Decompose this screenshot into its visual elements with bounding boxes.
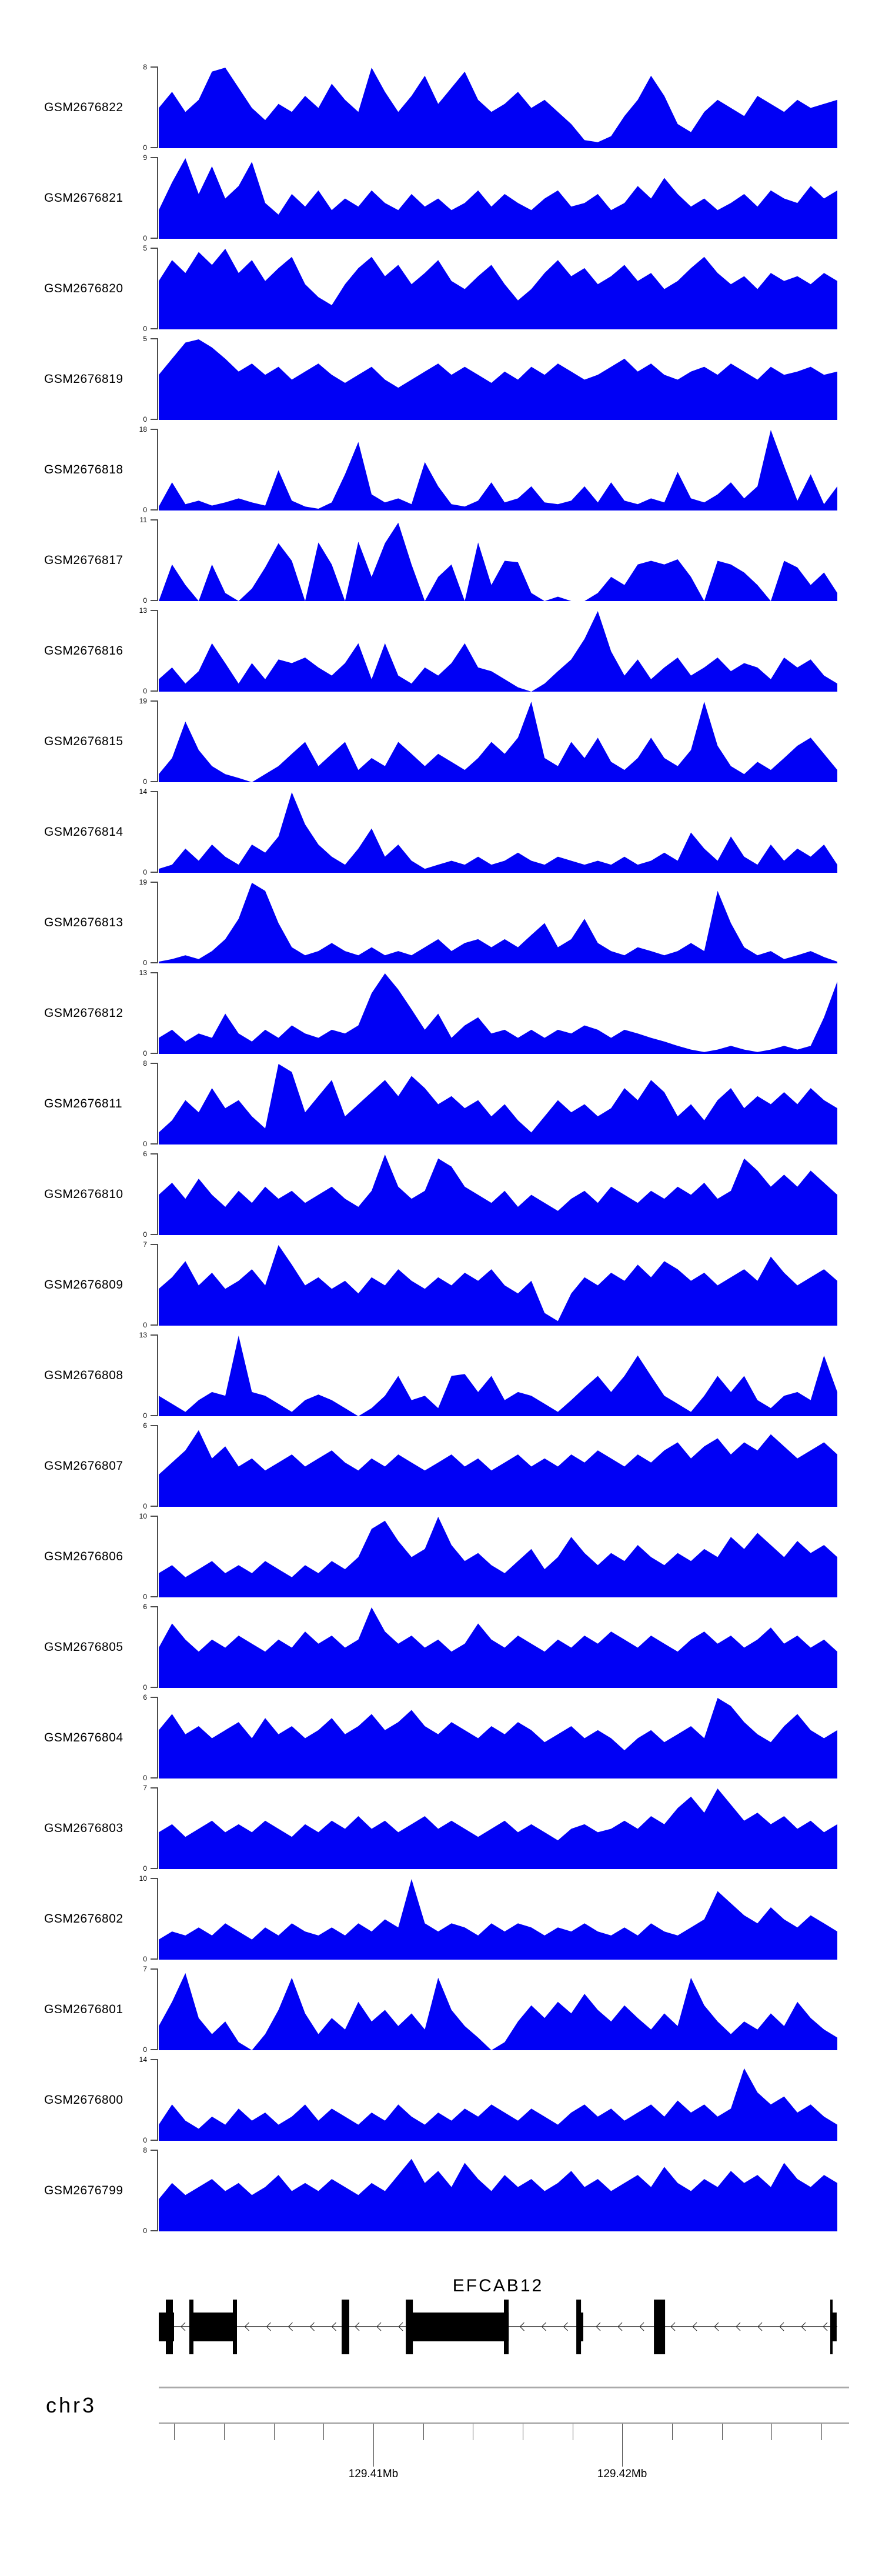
track-y-axis-line (157, 1787, 158, 1869)
track-row (0, 425, 882, 514)
y-axis-tick-label: 7 (143, 1965, 147, 1973)
signal-polygon (159, 1698, 837, 1778)
track-row (0, 1059, 882, 1148)
gene-name-label: EFCAB12 (452, 2276, 544, 2295)
y-axis-tick-label: 11 (139, 516, 147, 524)
y-axis-tick (151, 157, 158, 158)
track-y-axis-line (157, 791, 158, 873)
y-axis-tick (151, 1777, 158, 1778)
y-axis-tick-label: 6 (143, 1150, 147, 1158)
y-axis-tick (151, 1506, 158, 1507)
track-y-axis-line (157, 157, 158, 239)
signal-area-plot (159, 1878, 837, 1960)
track-sample-label: GSM2676805 (44, 1640, 123, 1654)
y-axis-tick-label: 5 (143, 335, 147, 343)
axis-minor-tick (672, 2424, 673, 2440)
signal-polygon (159, 1879, 837, 1960)
y-axis-tick (151, 1958, 158, 1960)
track-sample-label: GSM2676819 (44, 372, 123, 386)
track-row (0, 1422, 882, 1510)
y-axis-tick (151, 66, 158, 68)
exon-box (504, 2300, 509, 2354)
y-axis-tick-label: 0 (143, 1140, 147, 1148)
y-axis-tick-label: 0 (143, 2046, 147, 2054)
track-sample-label: GSM2676803 (44, 1821, 123, 1835)
y-axis-tick (151, 1787, 158, 1788)
axis-position-label: 129.42Mb (597, 2468, 647, 2480)
axis-minor-tick (423, 2424, 424, 2440)
y-axis-tick-label: 0 (143, 959, 147, 967)
signal-polygon (159, 702, 837, 782)
track-sample-label: GSM2676806 (44, 1549, 123, 1563)
y-axis-tick (151, 1053, 158, 1054)
signal-area-plot (159, 1063, 837, 1144)
track-row (0, 63, 882, 152)
y-axis-tick (151, 610, 158, 611)
y-axis-tick-label: 0 (143, 1321, 147, 1329)
y-axis-tick-label: 0 (143, 1049, 147, 1057)
signal-area-plot (159, 1425, 837, 1507)
y-axis-tick (151, 509, 158, 510)
track-y-axis-line (157, 610, 158, 692)
y-axis-tick-label: 8 (143, 63, 147, 71)
y-axis-tick (151, 2230, 158, 2231)
y-axis-tick-label: 0 (143, 1502, 147, 1510)
y-axis-tick (151, 328, 158, 329)
track-sample-label: GSM2676804 (44, 1730, 123, 1744)
exon-box (833, 2313, 837, 2341)
y-axis-tick-label: 0 (143, 1412, 147, 1420)
signal-area-plot (159, 2150, 837, 2231)
signal-polygon (159, 158, 837, 239)
genome-axis-line (159, 2422, 849, 2424)
track-y-axis-line (157, 1697, 158, 1778)
signal-polygon (159, 68, 837, 148)
track-y-axis-line (157, 700, 158, 782)
axis-minor-tick (274, 2424, 275, 2440)
y-axis-tick (151, 962, 158, 963)
y-axis-tick-label: 13 (139, 969, 147, 977)
signal-area-plot (159, 1606, 837, 1688)
exon-box (406, 2300, 413, 2354)
track-sample-label: GSM2676809 (44, 1277, 123, 1292)
y-axis-tick-label: 10 (139, 1512, 147, 1520)
exon-box (342, 2300, 349, 2354)
y-axis-tick-label: 13 (139, 1331, 147, 1339)
track-sample-label: GSM2676815 (44, 734, 123, 748)
axis-position-label: 129.41Mb (348, 2468, 399, 2480)
track-y-axis-line (157, 1968, 158, 2050)
track-sample-label: GSM2676802 (44, 1911, 123, 1926)
signal-area-plot (159, 2059, 837, 2141)
signal-area-plot (159, 157, 837, 239)
y-axis-tick-label: 0 (143, 1864, 147, 1873)
y-axis-tick (151, 872, 158, 873)
track-y-axis-line (157, 1244, 158, 1326)
axis-major-tick (373, 2424, 374, 2467)
track-sample-label: GSM2676807 (44, 1459, 123, 1473)
y-axis-tick (151, 2140, 158, 2141)
signal-polygon (159, 1245, 837, 1326)
track-y-axis-line (157, 248, 158, 329)
signal-area-plot (159, 1968, 837, 2050)
track-row (0, 2056, 882, 2144)
axis-minor-tick (821, 2424, 822, 2440)
track-row (0, 2146, 882, 2235)
y-axis-tick-label: 0 (143, 415, 147, 423)
track-y-axis-line (157, 1334, 158, 1416)
y-axis-tick-label: 10 (139, 1874, 147, 1883)
track-row (0, 878, 882, 967)
track-row (0, 516, 882, 605)
track-y-axis-line (157, 972, 158, 1054)
track-row (0, 1784, 882, 1873)
track-row (0, 244, 882, 333)
track-sample-label: GSM2676818 (44, 462, 123, 476)
y-axis-tick-label: 6 (143, 1603, 147, 1611)
y-axis-tick (151, 238, 158, 239)
y-axis-tick-label: 6 (143, 1422, 147, 1430)
y-axis-tick (151, 419, 158, 420)
track-sample-label: GSM2676799 (44, 2183, 123, 2197)
signal-area-plot (159, 1244, 837, 1326)
y-axis-tick (151, 1334, 158, 1336)
track-row (0, 697, 882, 786)
track-sample-label: GSM2676816 (44, 643, 123, 658)
track-y-axis-line (157, 1516, 158, 1597)
signal-area-plot (159, 1153, 837, 1235)
track-sample-label: GSM2676817 (44, 553, 123, 567)
y-axis-tick-label: 0 (143, 687, 147, 695)
track-row (0, 969, 882, 1057)
signal-polygon (159, 1517, 837, 1597)
y-axis-tick (151, 2150, 158, 2151)
track-sample-label: GSM2676812 (44, 1006, 123, 1020)
exon-box (409, 2313, 509, 2341)
signal-area-plot (159, 1787, 837, 1869)
exon-box (233, 2300, 237, 2354)
signal-polygon (159, 611, 837, 692)
signal-polygon (159, 430, 837, 510)
y-axis-tick-label: 0 (143, 1683, 147, 1691)
y-axis-tick-label: 0 (143, 1230, 147, 1239)
y-axis-tick (151, 1415, 158, 1416)
y-axis-tick-label: 8 (143, 2146, 147, 2154)
y-axis-tick-label: 14 (139, 2056, 147, 2064)
track-y-axis-line (157, 1606, 158, 1688)
y-axis-tick-label: 7 (143, 1784, 147, 1792)
signal-area-plot (159, 338, 837, 420)
signal-polygon (159, 1154, 837, 1235)
y-axis-tick (151, 1516, 158, 1517)
track-sample-label: GSM2676814 (44, 825, 123, 839)
gene-model-svg (159, 2297, 837, 2358)
y-axis-tick-label: 0 (143, 1593, 147, 1601)
signal-polygon (159, 339, 837, 420)
signal-area-plot (159, 66, 837, 148)
y-axis-tick (151, 1324, 158, 1326)
track-row (0, 606, 882, 695)
y-axis-tick (151, 519, 158, 520)
y-axis-tick (151, 1425, 158, 1426)
track-y-axis-line (157, 429, 158, 510)
y-axis-tick-label: 18 (139, 425, 147, 433)
chromosome-label: chr3 (46, 2393, 97, 2417)
axis-minor-tick (722, 2424, 723, 2440)
track-sample-label: GSM2676801 (44, 2002, 123, 2016)
signal-polygon (159, 2159, 837, 2231)
y-axis-tick (151, 1244, 158, 1245)
y-axis-tick (151, 690, 158, 692)
track-sample-label: GSM2676813 (44, 915, 123, 929)
track-separator-line (159, 2387, 849, 2388)
y-axis-tick (151, 1968, 158, 1970)
track-y-axis-line (157, 2150, 158, 2231)
y-axis-tick (151, 600, 158, 601)
track-row (0, 788, 882, 876)
signal-area-plot (159, 1334, 837, 1416)
signal-area-plot (159, 1697, 837, 1778)
signal-polygon (159, 792, 837, 873)
signal-area-plot (159, 610, 837, 692)
y-axis-tick (151, 700, 158, 702)
exon-box (830, 2300, 833, 2354)
exon-box (576, 2300, 581, 2354)
track-sample-label: GSM2676811 (44, 1096, 123, 1110)
exon-box (189, 2300, 193, 2354)
y-axis-tick-label: 0 (143, 506, 147, 514)
y-axis-tick-label: 0 (143, 778, 147, 786)
y-axis-tick-label: 0 (143, 1774, 147, 1782)
track-sample-label: GSM2676821 (44, 191, 123, 205)
track-row (0, 335, 882, 423)
track-y-axis-line (157, 519, 158, 601)
track-y-axis-line (157, 1425, 158, 1507)
track-y-axis-line (157, 338, 158, 420)
exon-box (166, 2300, 173, 2354)
y-axis-tick-label: 0 (143, 144, 147, 152)
y-axis-tick (151, 1143, 158, 1144)
signal-polygon (159, 883, 837, 963)
track-sample-label: GSM2676810 (44, 1187, 123, 1201)
signal-area-plot (159, 791, 837, 873)
y-axis-tick-label: 5 (143, 244, 147, 252)
y-axis-tick (151, 429, 158, 430)
track-row (0, 1965, 882, 2054)
track-sample-label: GSM2676808 (44, 1368, 123, 1382)
signal-polygon (159, 1430, 837, 1507)
track-y-axis-line (157, 882, 158, 963)
track-row (0, 1603, 882, 1691)
y-axis-tick (151, 2059, 158, 2060)
exon-box (189, 2313, 236, 2341)
track-y-axis-line (157, 66, 158, 148)
y-axis-tick-label: 14 (139, 788, 147, 796)
signal-polygon (159, 249, 837, 329)
signal-polygon (159, 1973, 837, 2050)
y-axis-tick-label: 9 (143, 154, 147, 162)
y-axis-tick-label: 0 (143, 325, 147, 333)
y-axis-tick-label: 0 (143, 2136, 147, 2144)
track-row (0, 1331, 882, 1420)
y-axis-tick-label: 8 (143, 1059, 147, 1067)
y-axis-tick (151, 1063, 158, 1064)
y-axis-tick (151, 248, 158, 249)
signal-area-plot (159, 429, 837, 510)
track-sample-label: GSM2676800 (44, 2093, 123, 2107)
axis-minor-tick (224, 2424, 225, 2440)
y-axis-tick (151, 1234, 158, 1235)
axis-minor-tick (174, 2424, 175, 2440)
signal-area-plot (159, 248, 837, 329)
y-axis-tick (151, 1868, 158, 1869)
signal-polygon (159, 1607, 837, 1688)
track-y-axis-line (157, 1063, 158, 1144)
track-row (0, 154, 882, 242)
y-axis-tick-label: 7 (143, 1240, 147, 1249)
track-y-axis-line (157, 1153, 158, 1235)
y-axis-tick (151, 1878, 158, 1879)
track-sample-label: GSM2676822 (44, 100, 123, 114)
track-row (0, 1240, 882, 1329)
y-axis-tick (151, 1687, 158, 1688)
y-axis-tick (151, 2049, 158, 2050)
track-y-axis-line (157, 2059, 158, 2141)
y-axis-tick-label: 0 (143, 234, 147, 242)
y-axis-tick-label: 6 (143, 1693, 147, 1701)
signal-polygon (159, 2068, 837, 2141)
y-axis-tick (151, 147, 158, 148)
track-row (0, 1150, 882, 1239)
y-axis-tick (151, 1606, 158, 1607)
signal-polygon (159, 1788, 837, 1869)
y-axis-tick-label: 0 (143, 1955, 147, 1963)
axis-minor-tick (323, 2424, 324, 2440)
y-axis-tick (151, 972, 158, 973)
y-axis-tick (151, 791, 158, 792)
y-axis-tick-label: 13 (139, 606, 147, 615)
y-axis-tick (151, 1697, 158, 1698)
y-axis-tick (151, 1153, 158, 1154)
axis-major-tick (622, 2424, 623, 2467)
signal-area-plot (159, 882, 837, 963)
track-sample-label: GSM2676820 (44, 281, 123, 295)
y-axis-tick-label: 0 (143, 868, 147, 876)
track-row (0, 1874, 882, 1963)
signal-area-plot (159, 1516, 837, 1597)
signal-polygon (159, 1064, 837, 1144)
y-axis-tick-label: 19 (139, 878, 147, 886)
y-axis-tick (151, 781, 158, 782)
track-row (0, 1693, 882, 1782)
y-axis-tick-label: 0 (143, 2227, 147, 2235)
y-axis-tick (151, 882, 158, 883)
y-axis-tick (151, 338, 158, 339)
signal-polygon (159, 1336, 837, 1416)
signal-area-plot (159, 972, 837, 1054)
signal-area-plot (159, 700, 837, 782)
track-y-axis-line (157, 1878, 158, 1960)
signal-polygon (159, 973, 837, 1054)
y-axis-tick-label: 0 (143, 596, 147, 605)
y-axis-tick (151, 1596, 158, 1597)
exon-box (654, 2300, 665, 2354)
signal-area-plot (159, 519, 837, 601)
track-row (0, 1512, 882, 1601)
signal-polygon (159, 523, 837, 601)
y-axis-tick-label: 19 (139, 697, 147, 705)
axis-minor-tick (771, 2424, 772, 2440)
